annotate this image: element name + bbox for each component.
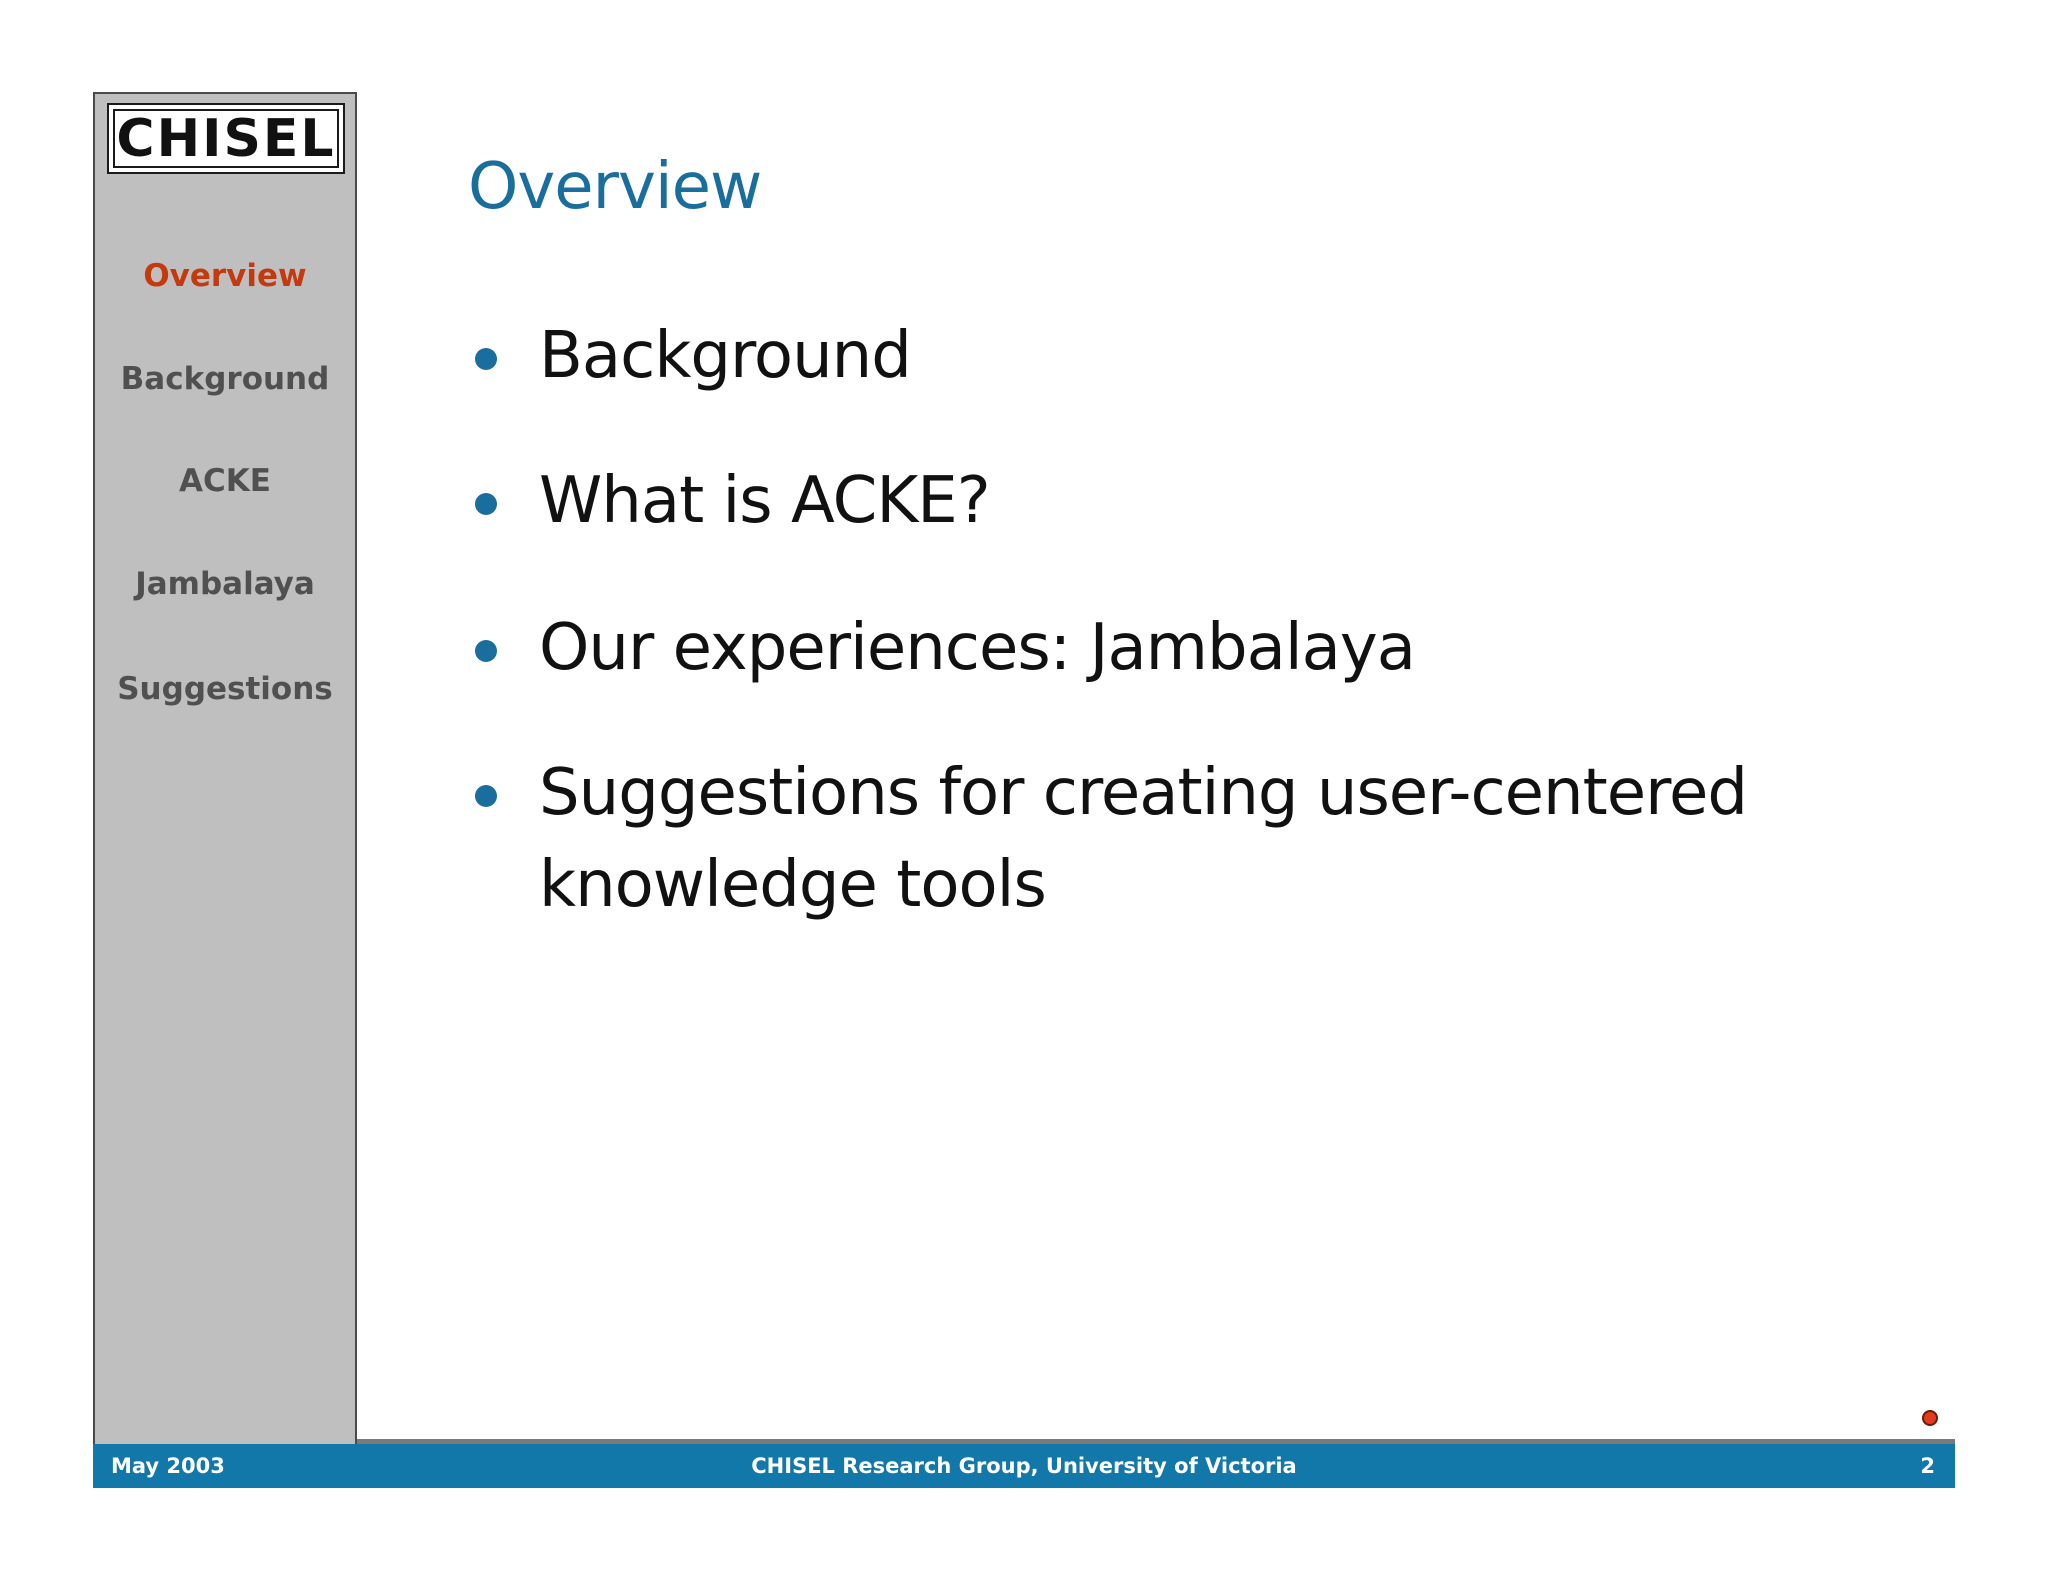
footer-page-number: 2: [1920, 1454, 1935, 1478]
bullet-dot-icon: [475, 785, 497, 807]
bullet-dot-icon: [475, 493, 497, 515]
bullet-dot-icon: [475, 640, 497, 662]
footer-organization: CHISEL Research Group, University of Victoria: [751, 1454, 1297, 1478]
bullet-text: What is ACKE?: [539, 464, 990, 538]
logo-text: CHISEL: [113, 109, 339, 168]
bullet-item: [468, 602, 1839, 694]
sidebar-item-jambalaya[interactable]: Jambalaya: [135, 566, 315, 602]
bullet-item: [468, 747, 1839, 931]
slide-title: Overview: [468, 150, 762, 224]
bullet-item: [468, 455, 1839, 547]
bullet-text: Our experiences: Jambalaya: [539, 611, 1415, 685]
sidebar-item-overview[interactable]: Overview: [143, 258, 307, 294]
sidebar: [93, 92, 357, 1444]
bullet-dot-icon: [475, 348, 497, 370]
chisel-logo: [107, 103, 345, 174]
sidebar-item-suggestions[interactable]: Suggestions: [117, 671, 333, 707]
slide-nav-dot-icon[interactable]: [1922, 1410, 1938, 1426]
footer-date: May 2003: [111, 1454, 225, 1478]
sidebar-item-acke[interactable]: ACKE: [179, 463, 271, 499]
footer-bar: [93, 1444, 1955, 1488]
bullet-text: Background: [539, 319, 911, 393]
sidebar-item-background[interactable]: Background: [120, 361, 330, 397]
bullet-item: [468, 310, 1839, 402]
bullet-text: Suggestions for creating user-centered knowledge tools: [539, 756, 1747, 922]
